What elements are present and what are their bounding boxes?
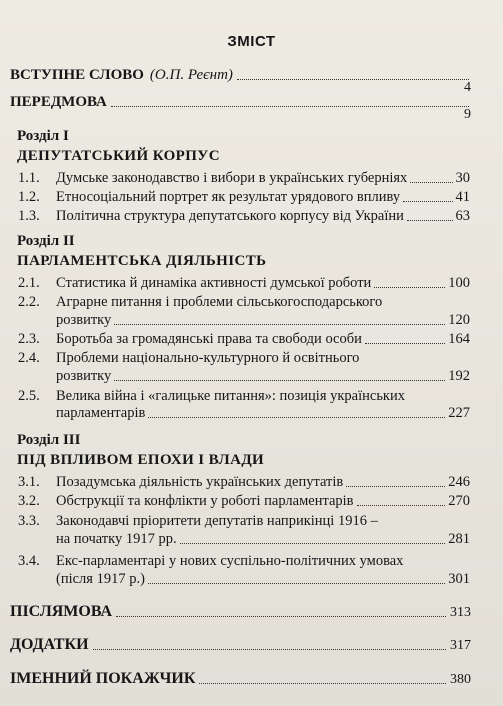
toc-entry-1-1[interactable] <box>18 170 470 187</box>
preface-page-number: 9 <box>464 107 471 122</box>
entry-text: Проблеми національно-культурного й освітнього <box>56 350 360 366</box>
toc-entry-3-3-continued[interactable] <box>56 531 470 548</box>
entry-page-number: 281 <box>448 531 470 547</box>
entry-number: 1.3. <box>18 208 40 224</box>
entry-text: Боротьба за громадянські права та свободи особи <box>56 331 362 347</box>
entry-text-continued: (після 1917 р.) <box>56 571 145 587</box>
leader-dots <box>148 583 445 584</box>
entry-text: Обструкції та конфлікти у роботі парламентарів <box>56 493 354 509</box>
toc-entry-appendices[interactable] <box>10 636 471 654</box>
entry-text: Думське законодавство і вибори в українських губерніях <box>56 170 408 186</box>
entry-page-number: 301 <box>448 571 470 587</box>
leader-dots <box>180 543 446 544</box>
entry-text: Велика війна і «галицьке питання»: позиція українських <box>56 388 405 404</box>
entry-number: 1.1. <box>18 170 40 186</box>
leader-dots <box>407 220 453 221</box>
toc-entry-index[interactable] <box>10 670 471 688</box>
toc-entry-3-4[interactable] <box>18 553 470 570</box>
entry-number: 2.4. <box>18 350 40 366</box>
toc-entry-3-3[interactable] <box>18 513 470 530</box>
toc-entry-afterword[interactable] <box>10 603 471 621</box>
afterword-page-number: 313 <box>450 605 471 620</box>
toc-entry-2-5-continued[interactable] <box>56 405 470 422</box>
leader-dots <box>410 182 452 183</box>
entry-number: 2.2. <box>18 294 40 310</box>
toc-entry-1-3[interactable] <box>18 208 470 225</box>
entry-number: 2.5. <box>18 388 40 404</box>
entry-page-number: 30 <box>455 170 470 186</box>
entry-page-number: 227 <box>448 405 470 421</box>
toc-entry-2-2[interactable] <box>18 294 470 311</box>
entry-page-number: 120 <box>448 312 470 328</box>
toc-entry-2-4-continued[interactable] <box>56 368 470 385</box>
section-1-label: Розділ І <box>17 128 69 144</box>
entry-number: 3.4. <box>18 553 40 569</box>
section-2-title: ПАРЛАМЕНТСЬКА ДІЯЛЬНІСТЬ <box>17 253 267 269</box>
appendices-label: ДОДАТКИ <box>10 636 89 653</box>
entry-text-continued: на початку 1917 рр. <box>56 531 177 547</box>
entry-number: 3.3. <box>18 513 40 529</box>
intro-label: ВСТУПНЕ СЛОВО <box>10 67 144 83</box>
leader-dots <box>114 380 445 381</box>
appendices-page-number: 317 <box>450 638 471 653</box>
page-title: ЗМІСТ <box>227 33 276 50</box>
afterword-label: ПІСЛЯМОВА <box>10 603 113 620</box>
toc-entry-preface[interactable] <box>10 94 473 111</box>
leader-dots <box>237 79 469 80</box>
intro-author: (О.П. Реєнт) <box>149 67 233 83</box>
leader-dots <box>111 106 469 107</box>
entry-text: Законодавчі пріоритети депутатів наприкінці 1916 – <box>56 513 378 529</box>
leader-dots <box>374 287 445 288</box>
entry-text: Етносоціальний портрет як результат урядового впливу <box>56 189 401 205</box>
entry-number: 2.3. <box>18 331 40 347</box>
leader-dots <box>114 324 445 325</box>
leader-dots <box>93 649 446 650</box>
toc-entry-3-1[interactable] <box>18 474 470 491</box>
toc-entry-2-2-continued[interactable] <box>56 312 470 329</box>
entry-number: 2.1. <box>18 275 40 291</box>
leader-dots <box>199 683 446 684</box>
toc-entry-2-4[interactable] <box>18 350 470 367</box>
entry-page-number: 100 <box>448 275 470 291</box>
toc-entry-3-2[interactable] <box>18 493 470 510</box>
index-label: ІМЕННИЙ ПОКАЖЧИК <box>10 670 196 687</box>
toc-entry-3-4-continued[interactable] <box>56 571 470 588</box>
entry-text: Аграрне питання і проблеми сільськогосподарського <box>56 294 383 310</box>
section-1-title: ДЕПУТАТСЬКИЙ КОРПУС <box>17 148 220 164</box>
entry-page-number: 270 <box>448 493 470 509</box>
section-2-label: Розділ II <box>17 233 75 249</box>
index-page-number: 380 <box>450 672 471 687</box>
leader-dots <box>346 486 445 487</box>
toc-entry-2-3[interactable] <box>18 331 470 348</box>
leader-dots <box>148 417 445 418</box>
entry-number: 3.1. <box>18 474 40 490</box>
intro-page-number: 4 <box>464 80 471 95</box>
section-3-label: Розділ III <box>17 432 81 448</box>
toc-entry-intro[interactable] <box>10 67 473 84</box>
entry-number: 1.2. <box>18 189 40 205</box>
toc-entry-2-5[interactable] <box>18 388 470 405</box>
entry-text-continued: розвитку <box>56 312 112 328</box>
entry-number: 3.2. <box>18 493 40 509</box>
entry-text: Позадумська діяльність українських депутатів <box>56 474 344 490</box>
toc-entry-2-1[interactable] <box>18 275 470 292</box>
leader-dots <box>365 343 445 344</box>
entry-page-number: 164 <box>448 331 470 347</box>
toc-entry-1-2[interactable] <box>18 189 470 206</box>
preface-label: ПЕРЕДМОВА <box>10 94 107 110</box>
entry-page-number: 63 <box>455 208 470 224</box>
entry-text-continued: парламентарів <box>56 405 146 421</box>
leader-dots <box>116 616 446 617</box>
entry-text: Статистика й динаміка активності думської роботи <box>56 275 372 291</box>
entry-page-number: 246 <box>448 474 470 490</box>
leader-dots <box>357 505 446 506</box>
section-3-title: ПІД ВПЛИВОМ ЕПОХИ І ВЛАДИ <box>17 452 265 468</box>
entry-page-number: 41 <box>455 189 470 205</box>
entry-text: Екс-парламентарі у нових суспільно-політичних умовах <box>56 553 404 569</box>
entry-text: Політична структура депутатського корпусу від України <box>56 208 404 224</box>
entry-page-number: 192 <box>448 368 470 384</box>
leader-dots <box>403 201 452 202</box>
entry-text-continued: розвитку <box>56 368 112 384</box>
